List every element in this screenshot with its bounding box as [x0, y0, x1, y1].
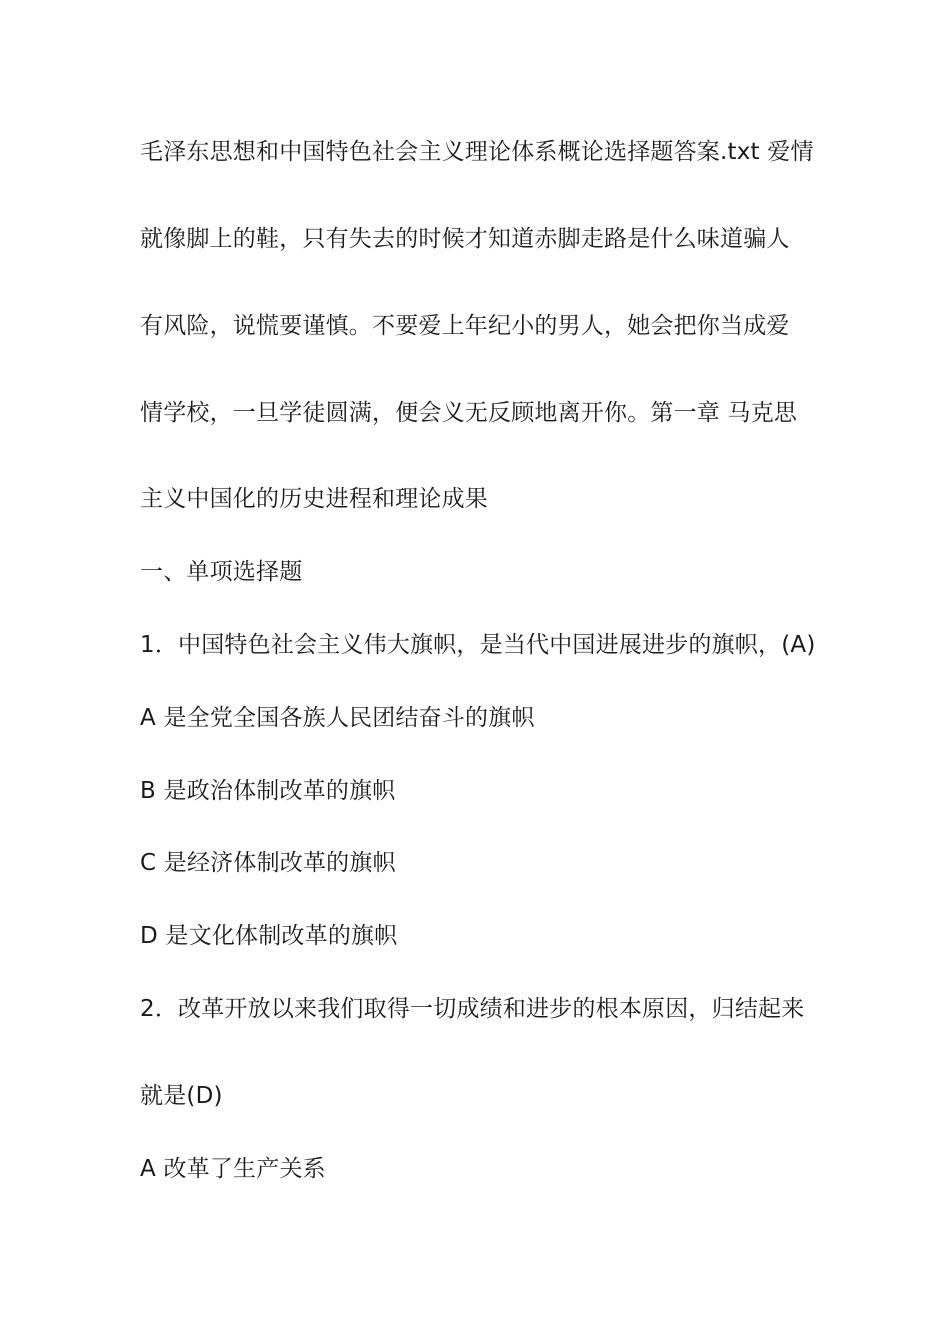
chapter-title-line: 主义中国化的历史进程和理论成果 [140, 486, 488, 512]
question-2-line-1: 2．改革开放以来我们取得一切成绩和进步的根本原因，归结起来 [140, 996, 805, 1022]
intro-line-2: 就像脚上的鞋，只有失去的时候才知道赤脚走路是什么味道骗人 [140, 226, 790, 252]
intro-line-1: 毛泽东思想和中国特色社会主义理论体系概论选择题答案.txt 爱情 [140, 139, 814, 165]
question-1-option-b: B 是政治体制改革的旗帜 [140, 778, 396, 804]
question-1-option-c: C 是经济体制改革的旗帜 [140, 850, 396, 876]
section-heading: 一、单项选择题 [140, 559, 303, 585]
question-1: 1．中国特色社会主义伟大旗帜，是当代中国进展进步的旗帜，(A) [140, 632, 816, 658]
question-2-line-2: 就是(D) [140, 1083, 223, 1109]
question-2-option-a: A 改革了生产关系 [140, 1156, 326, 1182]
question-1-option-a: A 是全党全国各族人民团结奋斗的旗帜 [140, 705, 535, 731]
intro-line-3: 有风险，说慌要谨慎。不要爱上年纪小的男人，她会把你当成爱 [140, 313, 790, 339]
intro-line-4: 情学校，一旦学徒圆满，便会义无反顾地离开你。第一章 马克思 [140, 400, 798, 426]
question-1-option-d: D 是文化体制改革的旗帜 [140, 923, 398, 949]
